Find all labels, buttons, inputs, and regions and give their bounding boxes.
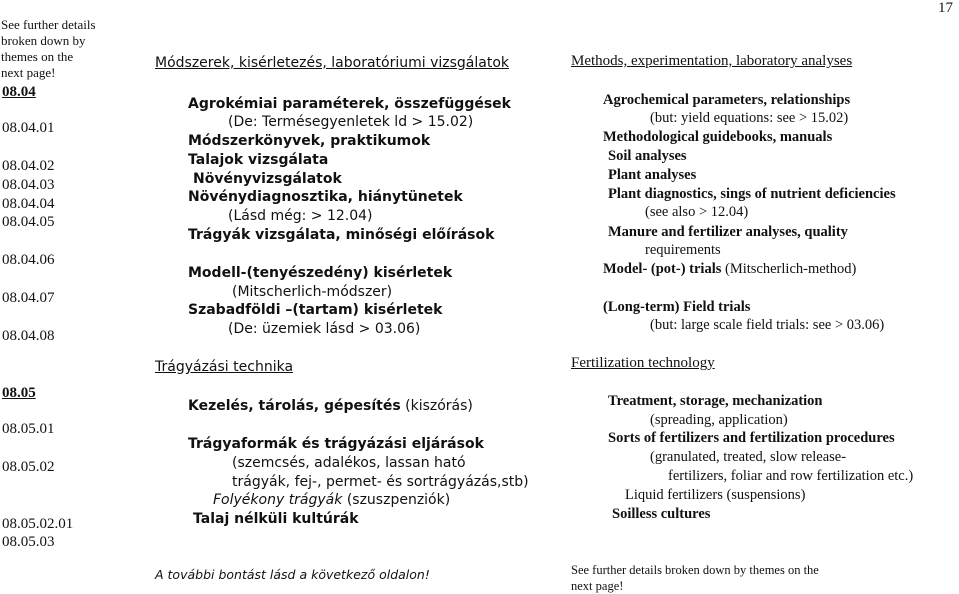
hu-text: Folyékony trágyák <box>213 492 343 508</box>
code-08-05: 08.05 <box>2 385 36 401</box>
code-08-04-02: 08.04.02 <box>2 158 55 174</box>
code-08-04-08: 08.04.08 <box>2 328 55 344</box>
hu-line: Szabadföldi –(tartam) kisérletek <box>188 302 443 318</box>
hu-line: (Mitscherlich-módszer) <box>232 284 393 300</box>
code-08-04-06: 08.04.06 <box>2 252 55 268</box>
hu-line: Növénydiagnosztika, hiánytünetek <box>188 189 463 205</box>
en-line: Agrochemical parameters, relationships <box>603 92 851 108</box>
en-line: Soil analyses <box>608 148 687 164</box>
hu-line: (Lásd még: > 12.04) <box>228 208 373 224</box>
en-line: (spreading, application) <box>650 412 788 428</box>
hu-line: Növényvizsgálatok <box>193 171 342 187</box>
en-line: (but: yield equations: see > 15.02) <box>650 110 849 126</box>
en-line: Liquid fertilizers (suspensions) <box>625 487 806 503</box>
hu-line: Talaj nélküli kultúrák <box>193 511 359 527</box>
hu-footer: A további bontást lásd a következő oldalon! <box>155 567 430 582</box>
hu-line <box>213 492 450 508</box>
en-heading-methods: Methods, experimentation, laboratory analyses <box>571 53 853 69</box>
hu-line: (De: Termésegyenletek ld > 15.02) <box>228 114 474 130</box>
en-text: (Mitscherlich-method) <box>721 261 857 277</box>
hu-line: Agrokémiai paraméterek, összefüggések <box>188 96 511 112</box>
en-line: (but: large scale field trials: see > 03.06) <box>650 317 885 333</box>
en-line: Treatment, storage, mechanization <box>608 393 823 409</box>
code-08-04-01: 08.04.01 <box>2 120 55 136</box>
code-08-04-05: 08.04.05 <box>2 214 55 230</box>
en-line: Sorts of fertilizers and fertilization procedures <box>608 430 895 446</box>
hu-line: trágyák, fej-, permet- és sortrágyázás,stb) <box>232 474 529 490</box>
en-line <box>603 261 856 278</box>
en-line: (granulated, treated, slow release- <box>650 449 847 465</box>
en-line: Plant diagnostics, sings of nutrient deficiencies <box>608 186 896 202</box>
hu-line: Trágyaformák és trágyázási eljárások <box>188 436 484 452</box>
hu-heading-technique: Trágyázási technika <box>155 359 294 375</box>
en-line: Manure and fertilizer analyses, quality <box>608 224 848 240</box>
en-line: requirements <box>645 242 721 258</box>
en-footer-line: next page! <box>571 579 624 593</box>
left-note-line: See further details <box>1 17 96 32</box>
hu-text: (kiszórás) <box>400 398 473 414</box>
hu-line: Módszerkönyvek, praktikumok <box>188 133 431 149</box>
code-08-04-04: 08.04.04 <box>2 196 55 212</box>
left-note-line: broken down by <box>1 33 86 48</box>
en-line: Methodological guidebooks, manuals <box>603 129 833 145</box>
en-line: Soilless cultures <box>612 506 711 522</box>
hu-line: (De: üzemiek lásd > 03.06) <box>228 321 421 337</box>
code-08-05-02-01: 08.05.02.01 <box>2 516 74 532</box>
code-08-04-03: 08.04.03 <box>2 177 55 193</box>
code-08-05-03: 08.05.03 <box>2 534 55 550</box>
hu-line: Talajok vizsgálata <box>188 152 329 168</box>
code-08-04: 08.04 <box>2 84 36 100</box>
hu-heading-methods: Módszerek, kisérletezés, laboratóriumi vizsgálatok <box>155 55 509 71</box>
en-text: Model- (pot-) trials <box>603 261 722 277</box>
code-08-05-01: 08.05.01 <box>2 421 55 437</box>
en-heading-technology: Fertilization technology <box>571 355 715 371</box>
page-number: 17 <box>938 0 953 16</box>
hu-line: (szemcsés, adalékos, lassan ható <box>232 455 466 471</box>
hu-line: Modell-(tenyészedény) kisérletek <box>188 265 453 281</box>
hu-line <box>188 398 473 414</box>
left-note-line: next page! <box>1 65 56 80</box>
en-line: fertilizers, foliar and row fertilization etc.) <box>668 468 914 484</box>
hu-line: Trágyák vizsgálata, minőségi előírások <box>188 227 495 243</box>
hu-text: Kezelés, tárolás, gépesítés <box>188 398 401 414</box>
en-footer <box>571 562 819 594</box>
en-footer-line: See further details broken down by themes on the <box>571 563 819 577</box>
left-note-line: themes on the <box>1 49 74 64</box>
left-note <box>1 17 96 81</box>
en-line: Plant analyses <box>608 167 697 183</box>
code-08-04-07: 08.04.07 <box>2 290 55 306</box>
hu-text: (szuszpenziók) <box>342 492 451 508</box>
en-line: (Long-term) Field trials <box>603 299 751 315</box>
code-08-05-02: 08.05.02 <box>2 459 55 475</box>
en-line: (see also > 12.04) <box>645 204 749 220</box>
